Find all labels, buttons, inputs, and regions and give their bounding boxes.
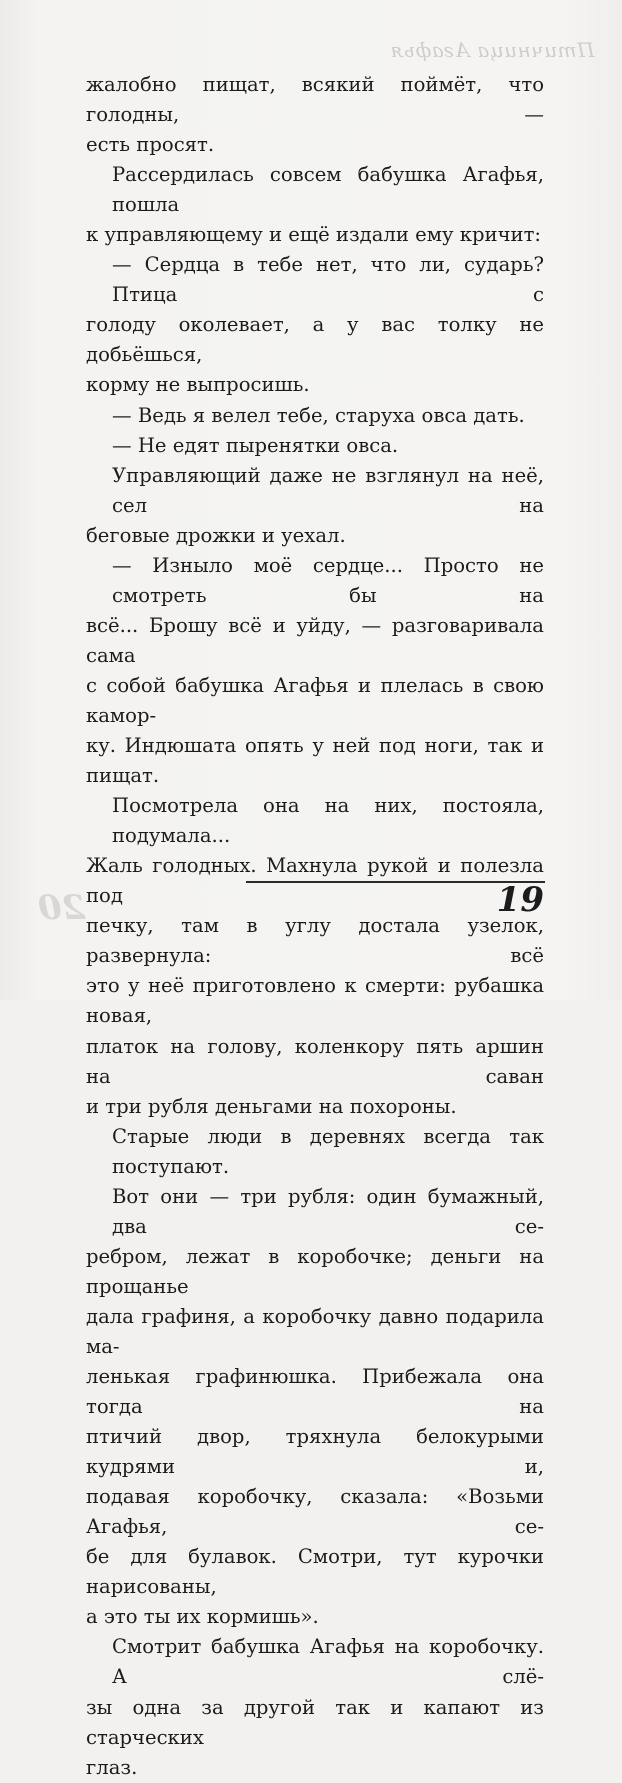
text-line: глаз. xyxy=(86,1755,138,1779)
text-line: Смотрит бабушка Агафья на коробочку. А слё- xyxy=(112,1635,544,1689)
text-line: подавая коробочку, сказала: «Возьми Агафья, се- xyxy=(86,1485,544,1539)
text-line: — Ведь я велел тебе, старуха овса дать. xyxy=(112,403,525,427)
text-line: есть просят. xyxy=(86,133,215,157)
text-line: к управляющему и ещё издали ему кричит: xyxy=(86,223,542,247)
text-line: зы одна за другой так и капают из старческих xyxy=(86,1695,544,1749)
bleed-through-header: Птичница Агафья xyxy=(389,38,594,62)
text-line: дала графиня, а коробочку давно подарила ма- xyxy=(86,1304,544,1358)
text-line: Управляющий даже не взглянул на неё, сел на xyxy=(112,463,544,517)
text-line: ребром, лежат в коробочке; деньги на прощанье xyxy=(86,1244,544,1298)
text-line: — Изныло моё сердце... Просто не смотреть бы на xyxy=(112,553,544,607)
text-line: а это ты их кормишь». xyxy=(86,1605,319,1629)
text-line: беговые дрожки и уехал. xyxy=(86,523,346,547)
text-line: Вот они — три рубля: один бумажный, два се- xyxy=(112,1184,544,1238)
text-line: Посмотрела она на них, постояла, подумала... xyxy=(112,794,544,848)
text-line: птичий двор, тряхнула белокурыми кудрями и, xyxy=(86,1425,544,1479)
text-line: — Сердца в тебе нет, что ли, сударь? Птица с xyxy=(112,253,544,307)
text-line: голоду околевает, а у вас толку не добьёшься, xyxy=(86,313,544,367)
text-line: жалобно пищат, всякий поймёт, что голодны, — xyxy=(86,73,544,127)
body-text xyxy=(86,70,544,1783)
bleed-through-page-number: 20 xyxy=(38,888,86,928)
page-number: 19 xyxy=(496,880,544,920)
text-line: — Не едят пыренятки овса. xyxy=(112,433,399,457)
text-line: бе для булавок. Смотри, тут курочки нарисованы, xyxy=(86,1545,544,1599)
text-line: с собой бабушка Агафья и плелась в свою камор- xyxy=(86,673,544,727)
text-line: Рассердилась совсем бабушка Агафья, пошла xyxy=(112,163,544,217)
text-line: всё... Брошу всё и уйду, — разговаривала сама xyxy=(86,613,544,667)
text-line: и три рубля деньгами на похороны. xyxy=(86,1094,457,1118)
text-line: ку. Индюшата опять у ней под ноги, так и пищат. xyxy=(86,734,544,788)
text-line: это у неё приготовлено к смерти: рубашка новая, xyxy=(86,974,544,1028)
text-line: Старые люди в деревнях всегда так поступают. xyxy=(112,1124,544,1178)
text-line: корму не выпросишь. xyxy=(86,373,310,397)
text-line: печку, там в углу достала узелок, развернула: всё xyxy=(86,914,544,968)
text-line: ленькая графинюшка. Прибежала она тогда на xyxy=(86,1365,544,1419)
text-line: Жаль голодных. Махнула рукой и полезла под xyxy=(86,854,544,908)
text-line: платок на голову, коленкору пять аршин на саван xyxy=(86,1034,544,1088)
